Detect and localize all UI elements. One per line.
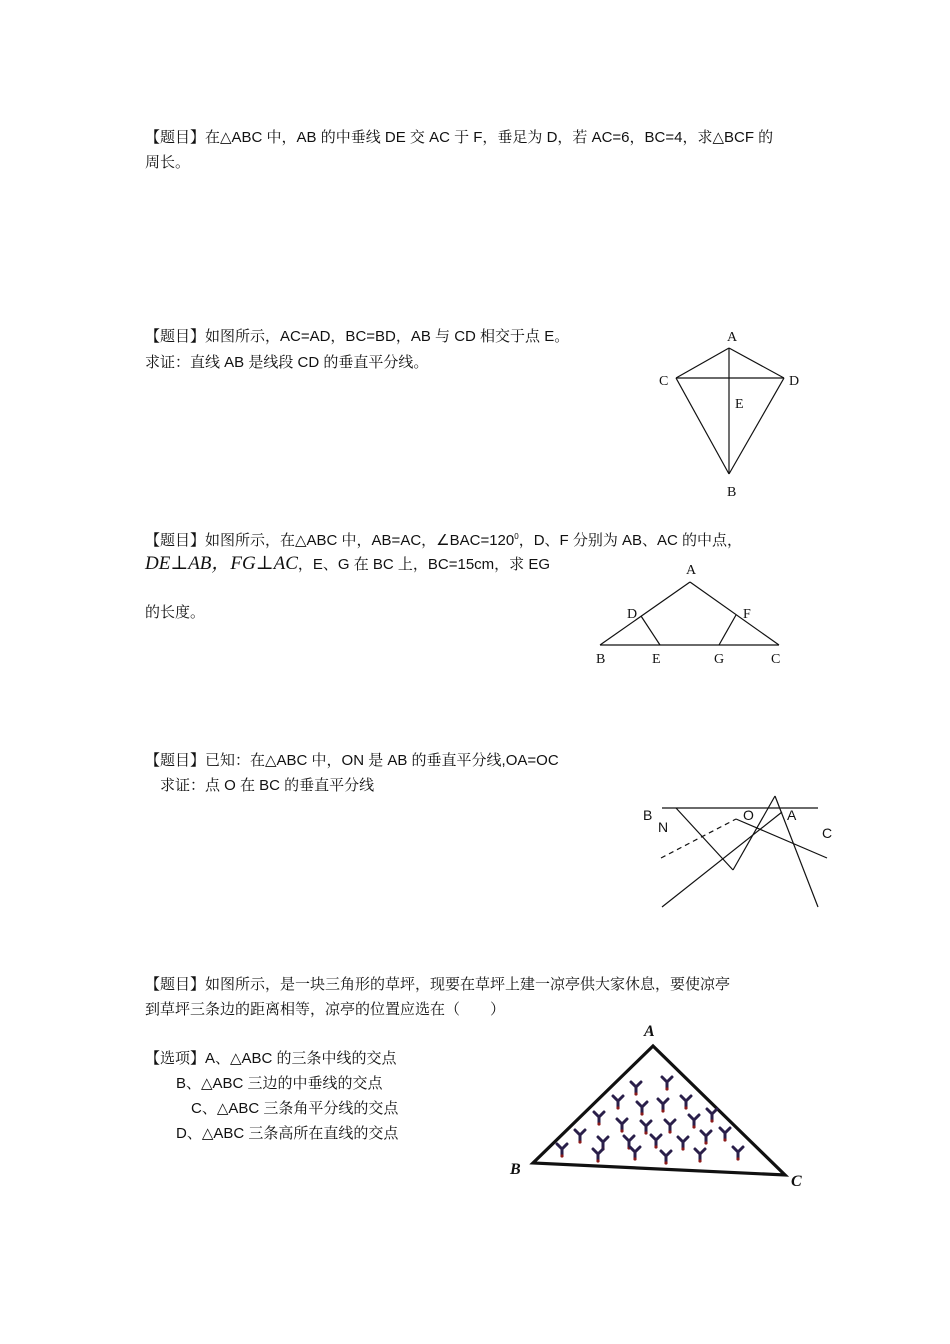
q3-label-a: A: [686, 563, 697, 578]
q5-option-d: D、△ABC 三条高所在直线的交点: [176, 1125, 399, 1142]
q5-line2: 到草坪三条边的距离相等，凉亭的位置应选在（ ）: [145, 1001, 506, 1018]
q2-label-e: E: [735, 397, 744, 412]
q4-line1: 【题目】已知：在△ABC 中，ON 是 AB 的垂直平分线,OA=OC: [145, 752, 559, 769]
q4-label-n: N: [658, 819, 669, 835]
q2-line1: 【题目】如图所示，AC=AD，BC=BD，AB 与 CD 相交于点 E。: [145, 328, 570, 345]
q1-line2: 周长。: [145, 154, 191, 171]
q2-label-a: A: [727, 330, 738, 345]
q3-label-e: E: [652, 652, 661, 667]
q4-label-c: C: [822, 825, 833, 841]
q3-line3: 的长度。: [145, 604, 206, 621]
q3-label-d: D: [627, 607, 638, 622]
q2-label-c: C: [659, 374, 669, 389]
q5-option-a: 【选项】A、△ABC 的三条中线的交点: [145, 1050, 397, 1067]
q4-label-a: A: [787, 807, 797, 823]
q3-label-g: G: [714, 652, 725, 667]
q5-option-b: B、△ABC 三边的中垂线的交点: [176, 1075, 383, 1092]
grass-pattern: [557, 1077, 743, 1165]
q5-label-c: C: [791, 1173, 802, 1190]
q4-label-b: B: [643, 807, 653, 823]
q2-label-b: B: [727, 485, 737, 500]
q3-label-c: C: [771, 652, 781, 667]
q3-line2: DE⊥AB，FG⊥AC，E、G 在 BC 上，BC=15cm，求 EG: [145, 553, 551, 574]
q5-label-a: A: [644, 1023, 655, 1040]
q5-label-b: B: [510, 1161, 521, 1178]
q5-line1: 【题目】如图所示，是一块三角形的草坪，现要在草坪上建一凉亭供大家休息，要使凉亭: [145, 976, 731, 993]
q5-option-c: C、△ABC 三条角平分线的交点: [191, 1100, 399, 1117]
q3-label-b: B: [596, 652, 606, 667]
q4-line2: 求证：点 O 在 BC 的垂直平分线: [160, 777, 375, 794]
q1-line1: 【题目】在△ABC 中，AB 的中垂线 DE 交 AC 于 F，垂足为 D，若 AC=6，BC=4，求△BCF 的: [145, 129, 774, 146]
q2-line2: 求证：直线 AB 是线段 CD 的垂直平分线。: [145, 354, 429, 371]
q3-line1: 【题目】如图所示，在△ABC 中，AB=AC，$\angle BAC=120^0$，D、F 分别为 AB、AC 的中点，: [145, 532, 743, 549]
q3-label-f: F: [743, 607, 751, 622]
q4-label-o: O: [743, 807, 754, 823]
q2-label-d: D: [789, 374, 800, 389]
q3-formula: DE⊥AB，FG⊥AC: [145, 553, 298, 574]
